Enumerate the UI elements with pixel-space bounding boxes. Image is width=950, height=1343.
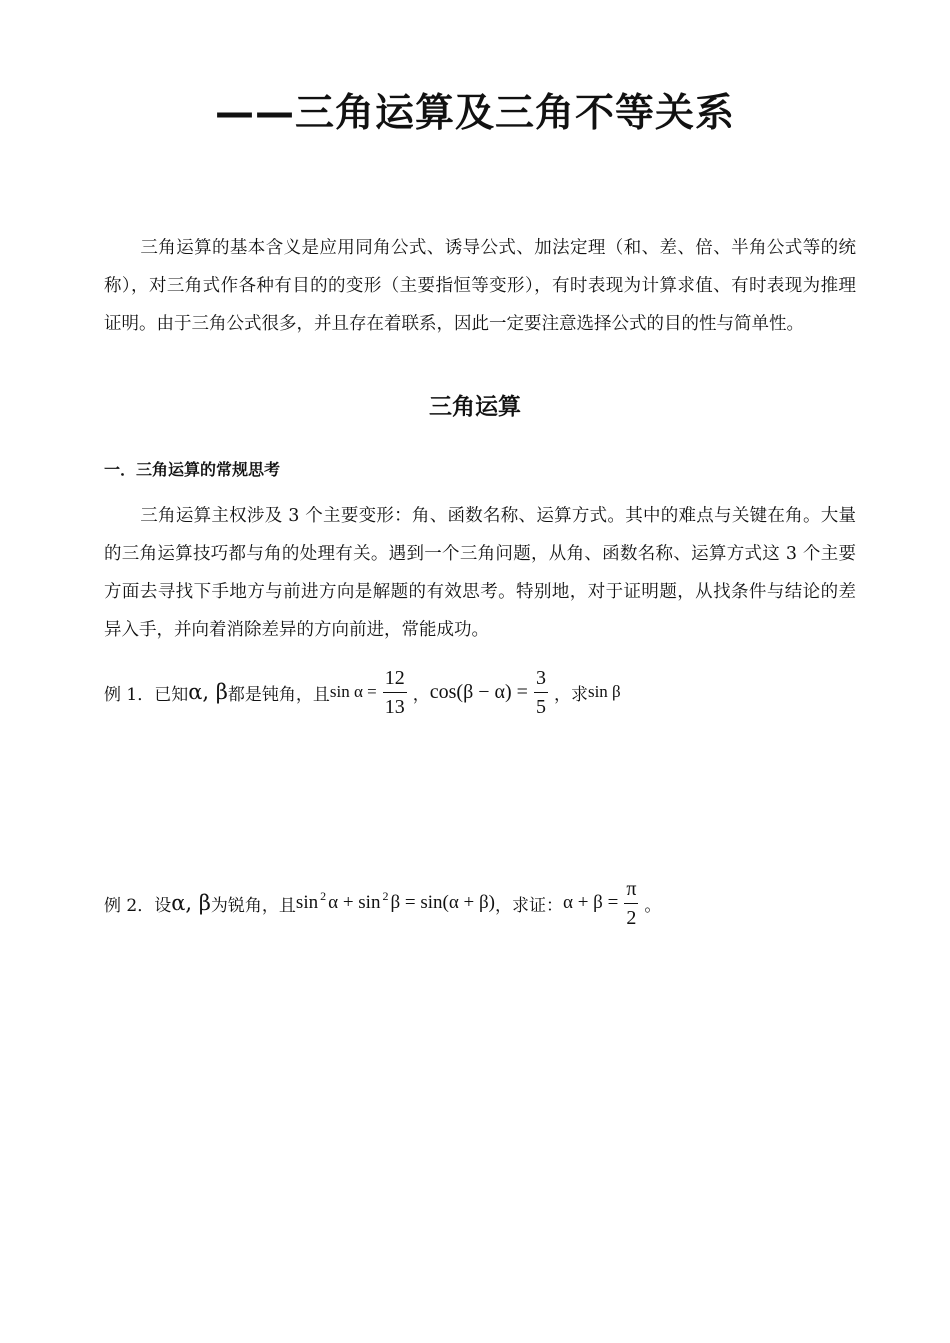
example-2-lhs: α + β =: [563, 892, 619, 913]
example-1-ask: ，求: [553, 684, 588, 705]
example-1: [104, 662, 621, 722]
example-2-text: 为锐角，且: [210, 895, 296, 916]
section-title: 三角运算: [429, 394, 521, 420]
example-2-equation-rest: β = sin(α + β): [390, 892, 495, 913]
example-2-exponent-1: 2: [320, 888, 327, 903]
example-2-sin: sin: [295, 892, 319, 913]
page-title: ——三角运算及三角不等关系: [214, 91, 735, 136]
example-1-comma: ，: [412, 684, 430, 705]
fraction-denominator: 2: [626, 906, 637, 929]
example-1-fraction-1: [383, 666, 407, 719]
example-1-angles: α, β: [188, 680, 228, 704]
example-1-sin-alpha: sin α =: [329, 682, 377, 701]
example-1-cos-expression: cos(β − α) =: [429, 680, 528, 703]
fraction-numerator: 3: [534, 666, 548, 693]
example-2-angles: α, β: [171, 891, 211, 915]
example-2-label: 例 2．设: [104, 895, 172, 916]
example-2-fraction: [624, 877, 638, 930]
example-2: [104, 873, 661, 933]
example-2-end: 。: [644, 895, 662, 916]
fraction-numerator: 12: [383, 666, 407, 693]
fraction-numerator: π: [624, 877, 638, 904]
intro-text: 三角运算的基本含义是应用同角公式、诱导公式、加法定理（和、差、倍、半角公式等的统称），对三角式作各种有目的的变形（主要指恒等变形），有时表现为计算求值、有时表现为推理证明。由于三角公式很多，并且存在着联系，因此一定要注意选择公式的目的性与简单性。: [104, 238, 856, 334]
example-1-fraction-2: [534, 666, 548, 719]
fraction-denominator: 13: [384, 695, 405, 718]
example-1-text: 都是钝角，且: [227, 684, 330, 705]
example-1-label: 例 1．已知: [104, 684, 189, 705]
body-paragraph: [104, 497, 856, 649]
subheading: 一．三角运算的常规思考: [104, 460, 281, 479]
body-text: 三角运算主权涉及 3 个主要变形：角、函数名称、运算方式。其中的难点与关键在角。大量的三角运算技巧都与角的处理有关。遇到一个三角问题，从角、函数名称、运算方式这 3 个主要方面去寻找下手地方与前进方向是解题的有效思考。特别地，对于证明题，从找条件与结论的差异入手，并向着消除差异的方向前进，常能成功。: [104, 506, 856, 640]
fraction-denominator: 5: [535, 695, 546, 718]
example-2-exponent-2: 2: [382, 888, 389, 903]
example-2-alpha-plus-sin: α + sin: [328, 892, 381, 913]
example-1-sin-beta: sin β: [587, 682, 621, 701]
example-2-prove: ，求证：: [495, 895, 563, 916]
intro-paragraph: [104, 229, 856, 343]
